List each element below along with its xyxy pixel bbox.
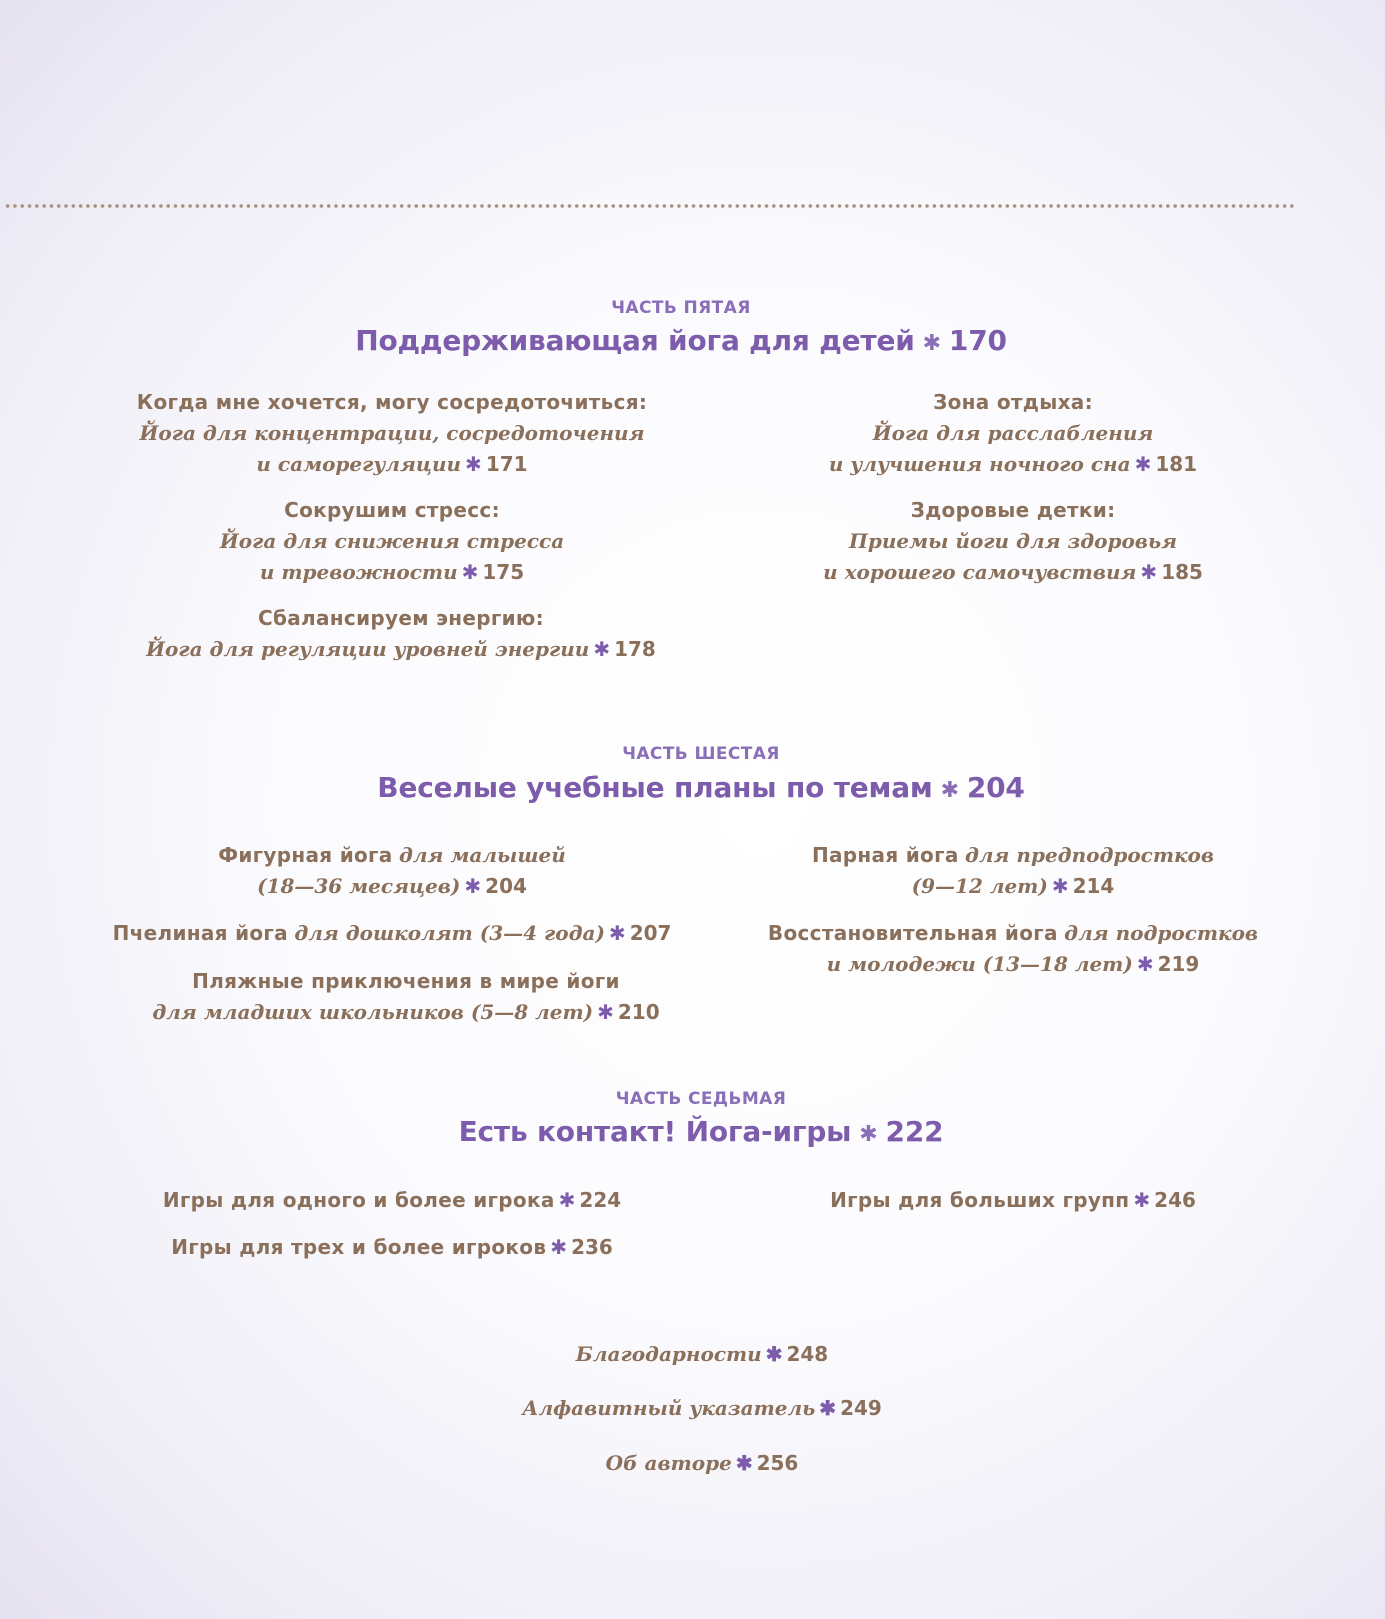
toc-entry-part6-1[interactable] [218, 840, 566, 902]
entry-subtitle: Йога для снижения стресса [219, 529, 565, 553]
backmatter-page: 249 [840, 1396, 882, 1420]
star-icon: ✱ [1140, 560, 1158, 584]
entry-subtitle: для младших школьников (5—8 лет) [152, 1000, 594, 1024]
star-icon: ✱ [940, 778, 959, 803]
part7-title-page: 222 [885, 1115, 944, 1148]
star-icon: ✱ [597, 1000, 614, 1024]
entry-subtitle: Йога для регуляции уровней энергии [146, 637, 590, 661]
entry-page: 185 [1161, 560, 1203, 584]
entry-page: 171 [485, 452, 528, 476]
entry-page: 175 [482, 560, 525, 584]
star-icon: ✱ [465, 452, 482, 476]
entry-subtitle: Йога для расслабления [872, 421, 1154, 445]
part7-title[interactable] [459, 1115, 944, 1148]
part6-label: ЧАСТЬ ШЕСТАЯ [622, 744, 780, 764]
entry-page: 210 [617, 1000, 660, 1024]
toc-backmatter-about-author[interactable] [606, 1451, 799, 1475]
part6-title-page: 204 [966, 771, 1025, 804]
entry-subtitle: для дошколят (3—4 года) [294, 921, 605, 945]
star-icon: ✱ [922, 331, 941, 356]
backmatter-label: Благодарности [575, 1342, 762, 1366]
star-icon: ✱ [550, 1235, 568, 1259]
part7-title-text: Есть контакт! Йога-игры [458, 1115, 852, 1148]
entry-heading: Пляжные приключения в мире йоги [192, 969, 620, 993]
entry-subtitle: для подростков [1064, 921, 1259, 945]
toc-entry-part6-4[interactable] [812, 840, 1214, 902]
entry-heading: Сбалансируем энергию: [258, 606, 544, 630]
entry-page: 224 [579, 1188, 622, 1212]
entry-subtitle: Приемы йоги для здоровья [848, 529, 1178, 553]
toc-entry-part5-2[interactable] [220, 495, 564, 588]
star-icon: ✱ [735, 1451, 753, 1475]
entry-subtitle: для предподростков [964, 843, 1215, 867]
entry-page: 214 [1072, 874, 1115, 898]
backmatter-label: Об авторе [605, 1451, 732, 1475]
star-icon: ✱ [859, 1122, 878, 1147]
entry-heading: Восстановительная йога [767, 921, 1058, 945]
star-icon: ✱ [464, 874, 482, 898]
entry-heading: Игры для больших групп [830, 1188, 1130, 1212]
star-icon: ✱ [593, 637, 611, 661]
entry-heading: Игры для одного и более игрока [162, 1188, 555, 1212]
star-icon: ✱ [461, 560, 479, 584]
star-icon: ✱ [608, 921, 626, 945]
toc-entry-part7-3[interactable] [830, 1185, 1196, 1216]
entry-subtitle: (9—12 лет) [911, 874, 1048, 898]
entry-subtitle: и хорошего самочувствия [823, 560, 1137, 584]
part6-title[interactable] [377, 771, 1024, 804]
backmatter-page: 248 [786, 1342, 829, 1366]
entry-subtitle: (18—36 месяцев) [257, 874, 461, 898]
star-icon: ✱ [1051, 874, 1069, 898]
entry-page: 207 [629, 921, 672, 945]
backmatter-page: 256 [756, 1451, 799, 1475]
entry-heading: Здоровые детки: [910, 498, 1116, 522]
toc-entry-part7-2[interactable] [171, 1232, 613, 1263]
entry-page: 219 [1157, 952, 1200, 976]
backmatter-label: Алфавитный указатель [522, 1396, 816, 1420]
part6-title-text: Веселые учебные планы по темам [377, 771, 933, 804]
part5-label: ЧАСТЬ ПЯТАЯ [611, 298, 751, 318]
star-icon: ✱ [765, 1342, 783, 1366]
entry-heading: Пчелиная йога [112, 921, 288, 945]
entry-heading: Когда мне хочется, могу сосредоточиться: [136, 390, 648, 414]
entry-heading: Зона отдыха: [933, 390, 1093, 414]
entry-page: 204 [485, 874, 527, 898]
star-icon: ✱ [558, 1188, 576, 1212]
entry-subtitle: для малышей [398, 843, 566, 867]
toc-entry-part6-3[interactable] [152, 966, 659, 1028]
toc-entry-part5-5[interactable] [823, 495, 1203, 588]
toc-backmatter-index[interactable] [522, 1396, 882, 1420]
toc-entry-part5-3[interactable] [146, 603, 656, 665]
toc-entry-part6-5[interactable] [768, 918, 1258, 980]
part5-title-text: Поддерживающая йога для детей [355, 324, 915, 357]
part5-title[interactable] [355, 324, 1007, 357]
toc-entry-part6-2[interactable] [113, 918, 672, 949]
star-icon: ✱ [819, 1396, 837, 1420]
entry-heading: Сокрушим стресс: [284, 498, 500, 522]
toc-backmatter-acknowledgements[interactable] [576, 1342, 828, 1366]
star-icon: ✱ [1133, 1188, 1151, 1212]
entry-subtitle: и молодежи (13—18 лет) [826, 952, 1133, 976]
entry-subtitle: Йога для концентрации, сосредоточения [139, 421, 645, 445]
entry-subtitle: и саморегуляции [256, 452, 462, 476]
entry-heading: Фигурная йога [218, 843, 393, 867]
entry-heading: Парная йога [811, 843, 959, 867]
toc-entry-part5-4[interactable] [829, 387, 1197, 480]
dotted-divider [4, 203, 1296, 209]
entry-subtitle: и улучшения ночного сна [828, 452, 1131, 476]
toc-entry-part5-1[interactable] [137, 387, 647, 480]
toc-entry-part7-1[interactable] [163, 1185, 621, 1216]
entry-heading: Игры для трех и более игроков [171, 1235, 547, 1259]
entry-page: 181 [1155, 452, 1198, 476]
part7-label: ЧАСТЬ СЕДЬМАЯ [615, 1089, 787, 1109]
entry-page: 178 [614, 637, 656, 661]
entry-page: 246 [1154, 1188, 1196, 1212]
entry-subtitle: и тревожности [259, 560, 458, 584]
star-icon: ✱ [1136, 952, 1154, 976]
star-icon: ✱ [1134, 452, 1152, 476]
entry-page: 236 [571, 1235, 613, 1259]
part5-title-page: 170 [948, 324, 1007, 357]
